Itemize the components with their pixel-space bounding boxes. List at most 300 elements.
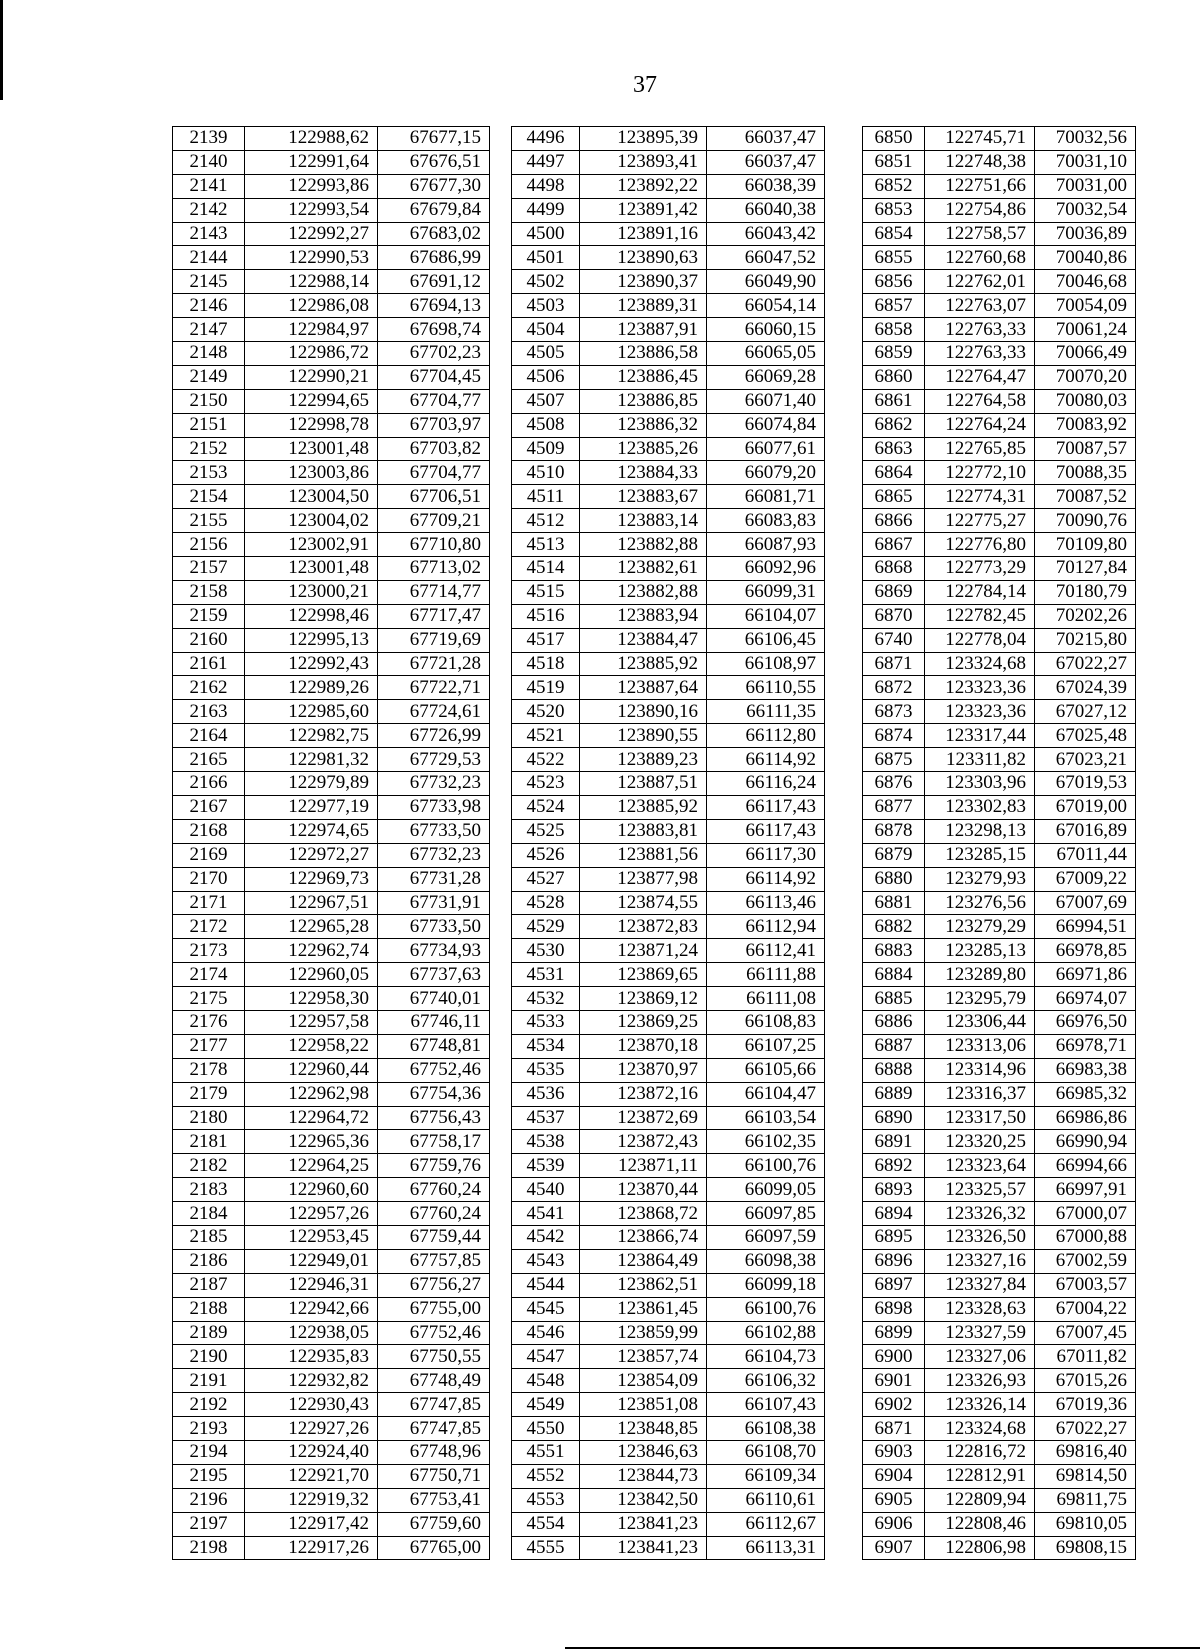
coordinate-cell: 67694,13 xyxy=(378,294,490,318)
table-row xyxy=(173,318,1136,342)
column-gap xyxy=(490,939,512,963)
coordinate-cell: 67732,23 xyxy=(378,843,490,867)
column-gap xyxy=(490,1512,512,1536)
coordinate-cell: 122974,65 xyxy=(245,819,378,843)
point-number-cell: 6852 xyxy=(863,174,925,198)
column-gap xyxy=(490,461,512,485)
point-number-cell: 6882 xyxy=(863,915,925,939)
coordinate-cell: 67011,44 xyxy=(1035,843,1136,867)
table-row xyxy=(173,1536,1136,1560)
point-number-cell: 6873 xyxy=(863,700,925,724)
point-number-cell: 2144 xyxy=(173,246,245,270)
coordinate-cell: 123323,64 xyxy=(925,1154,1035,1178)
column-gap xyxy=(825,1202,863,1226)
point-number-cell: 4526 xyxy=(512,843,580,867)
point-number-cell: 6871 xyxy=(863,1417,925,1441)
column-gap xyxy=(490,1154,512,1178)
column-gap xyxy=(490,294,512,318)
point-number-cell: 2195 xyxy=(173,1464,245,1488)
table-row xyxy=(173,1082,1136,1106)
coordinate-cell: 123324,68 xyxy=(925,1417,1035,1441)
coordinate-cell: 67676,51 xyxy=(378,150,490,174)
coordinate-cell: 66047,52 xyxy=(707,246,825,270)
point-number-cell: 2150 xyxy=(173,389,245,413)
point-number-cell: 2145 xyxy=(173,270,245,294)
coordinate-cell: 67713,02 xyxy=(378,557,490,581)
coordinate-cell: 66037,47 xyxy=(707,150,825,174)
coordinate-cell: 122992,27 xyxy=(245,222,378,246)
table-row xyxy=(173,150,1136,174)
coordinate-cell: 123841,23 xyxy=(580,1512,707,1536)
point-number-cell: 6885 xyxy=(863,987,925,1011)
table-row xyxy=(173,270,1136,294)
coordinate-cell: 123303,96 xyxy=(925,772,1035,796)
coordinate-cell: 66114,92 xyxy=(707,748,825,772)
column-gap xyxy=(490,509,512,533)
point-number-cell: 2194 xyxy=(173,1440,245,1464)
coordinate-cell: 67750,71 xyxy=(378,1464,490,1488)
column-gap xyxy=(825,1440,863,1464)
column-gap xyxy=(490,772,512,796)
coordinate-cell: 123881,56 xyxy=(580,843,707,867)
coordinate-cell: 122776,80 xyxy=(925,533,1035,557)
coordinate-cell: 67015,26 xyxy=(1035,1369,1136,1393)
coordinate-cell: 66081,71 xyxy=(707,485,825,509)
point-number-cell: 2151 xyxy=(173,413,245,437)
table-row xyxy=(173,294,1136,318)
coordinate-cell: 67733,50 xyxy=(378,819,490,843)
coordinate-cell: 123279,29 xyxy=(925,915,1035,939)
column-gap xyxy=(490,1273,512,1297)
point-number-cell: 2163 xyxy=(173,700,245,724)
column-gap xyxy=(825,174,863,198)
point-number-cell: 6857 xyxy=(863,294,925,318)
point-number-cell: 6850 xyxy=(863,127,925,151)
point-number-cell: 4514 xyxy=(512,557,580,581)
coordinate-cell: 122995,13 xyxy=(245,628,378,652)
coordinate-cell: 122778,04 xyxy=(925,628,1035,652)
point-number-cell: 4525 xyxy=(512,819,580,843)
coordinate-cell: 122806,98 xyxy=(925,1536,1035,1560)
column-gap xyxy=(490,1464,512,1488)
coordinate-cell: 123001,48 xyxy=(245,437,378,461)
coordinate-cell: 123872,16 xyxy=(580,1082,707,1106)
point-number-cell: 2185 xyxy=(173,1225,245,1249)
coordinate-cell: 123328,63 xyxy=(925,1297,1035,1321)
coordinate-cell: 67731,91 xyxy=(378,891,490,915)
column-gap xyxy=(490,342,512,366)
coordinate-cell: 67000,07 xyxy=(1035,1202,1136,1226)
point-number-cell: 2154 xyxy=(173,485,245,509)
table-row xyxy=(173,1369,1136,1393)
point-number-cell: 2169 xyxy=(173,843,245,867)
coordinate-cell: 66111,35 xyxy=(707,700,825,724)
coordinate-cell: 67759,76 xyxy=(378,1154,490,1178)
table-row xyxy=(173,1178,1136,1202)
coordinate-cell: 123886,58 xyxy=(580,342,707,366)
point-number-cell: 2189 xyxy=(173,1321,245,1345)
point-number-cell: 2174 xyxy=(173,963,245,987)
point-number-cell: 6875 xyxy=(863,748,925,772)
table-row xyxy=(173,795,1136,819)
coordinate-cell: 123874,55 xyxy=(580,891,707,915)
coordinate-cell: 66108,97 xyxy=(707,652,825,676)
coordinate-cell: 66102,35 xyxy=(707,1130,825,1154)
coordinate-cell: 69811,75 xyxy=(1035,1488,1136,1512)
coordinate-cell: 123885,92 xyxy=(580,652,707,676)
point-number-cell: 6891 xyxy=(863,1130,925,1154)
point-number-cell: 4510 xyxy=(512,461,580,485)
coordinate-cell: 67007,69 xyxy=(1035,891,1136,915)
coordinate-cell: 122774,31 xyxy=(925,485,1035,509)
coordinate-cell: 67679,84 xyxy=(378,198,490,222)
point-number-cell: 4539 xyxy=(512,1154,580,1178)
table-row xyxy=(173,198,1136,222)
point-number-cell: 4550 xyxy=(512,1417,580,1441)
coordinate-cell: 122935,83 xyxy=(245,1345,378,1369)
column-gap xyxy=(490,915,512,939)
column-gap xyxy=(825,1512,863,1536)
coordinate-cell: 123002,91 xyxy=(245,533,378,557)
coordinate-cell: 66109,34 xyxy=(707,1464,825,1488)
coordinate-cell: 123893,41 xyxy=(580,150,707,174)
point-number-cell: 2160 xyxy=(173,628,245,652)
column-gap xyxy=(490,1488,512,1512)
column-gap xyxy=(490,843,512,867)
point-number-cell: 6874 xyxy=(863,724,925,748)
point-number-cell: 6893 xyxy=(863,1178,925,1202)
coordinate-cell: 122993,86 xyxy=(245,174,378,198)
table-row xyxy=(173,413,1136,437)
coordinate-cell: 66983,38 xyxy=(1035,1058,1136,1082)
coordinate-cell: 122917,26 xyxy=(245,1536,378,1560)
coordinate-cell: 122993,54 xyxy=(245,198,378,222)
coordinate-cell: 67746,11 xyxy=(378,1010,490,1034)
table-row xyxy=(173,819,1136,843)
coordinate-cell: 67726,99 xyxy=(378,724,490,748)
column-gap xyxy=(825,509,863,533)
point-number-cell: 2168 xyxy=(173,819,245,843)
coordinate-cell: 66107,43 xyxy=(707,1393,825,1417)
point-number-cell: 4535 xyxy=(512,1058,580,1082)
table-row xyxy=(173,1106,1136,1130)
column-gap xyxy=(825,748,863,772)
point-number-cell: 2170 xyxy=(173,867,245,891)
coordinate-cell: 122773,29 xyxy=(925,557,1035,581)
column-gap xyxy=(490,819,512,843)
coordinate-cell: 67019,00 xyxy=(1035,795,1136,819)
point-number-cell: 2175 xyxy=(173,987,245,1011)
column-gap xyxy=(490,150,512,174)
column-gap xyxy=(490,198,512,222)
coordinate-cell: 66105,66 xyxy=(707,1058,825,1082)
coordinate-cell: 123279,93 xyxy=(925,867,1035,891)
table-row xyxy=(173,1297,1136,1321)
coordinate-cell: 123889,23 xyxy=(580,748,707,772)
point-number-cell: 4509 xyxy=(512,437,580,461)
column-gap xyxy=(825,1130,863,1154)
column-gap xyxy=(825,1417,863,1441)
column-gap xyxy=(825,700,863,724)
column-gap xyxy=(490,1130,512,1154)
column-gap xyxy=(490,652,512,676)
column-gap xyxy=(825,915,863,939)
point-number-cell: 6881 xyxy=(863,891,925,915)
coordinate-cell: 123890,37 xyxy=(580,270,707,294)
column-gap xyxy=(825,318,863,342)
column-gap xyxy=(825,557,863,581)
point-number-cell: 2182 xyxy=(173,1154,245,1178)
column-gap xyxy=(490,987,512,1011)
coordinate-cell: 70215,80 xyxy=(1035,628,1136,652)
coordinate-cell: 122982,75 xyxy=(245,724,378,748)
point-number-cell: 4512 xyxy=(512,509,580,533)
coordinate-cell: 123326,93 xyxy=(925,1369,1035,1393)
coordinate-cell: 123306,44 xyxy=(925,1010,1035,1034)
point-number-cell: 2187 xyxy=(173,1273,245,1297)
column-gap xyxy=(825,150,863,174)
coordinate-cell: 66110,55 xyxy=(707,676,825,700)
column-gap xyxy=(825,198,863,222)
point-number-cell: 6900 xyxy=(863,1345,925,1369)
point-number-cell: 4502 xyxy=(512,270,580,294)
point-number-cell: 4527 xyxy=(512,867,580,891)
coordinate-cell: 66106,45 xyxy=(707,628,825,652)
coordinate-cell: 122994,65 xyxy=(245,389,378,413)
table-row xyxy=(173,557,1136,581)
table-row xyxy=(173,1202,1136,1226)
coordinate-cell: 123846,63 xyxy=(580,1440,707,1464)
coordinate-cell: 122977,19 xyxy=(245,795,378,819)
coordinate-cell: 122930,43 xyxy=(245,1393,378,1417)
table-row xyxy=(173,963,1136,987)
column-gap xyxy=(490,1345,512,1369)
coordinate-cell: 67024,39 xyxy=(1035,676,1136,700)
coordinate-cell: 122988,14 xyxy=(245,270,378,294)
coordinate-cell: 67760,24 xyxy=(378,1202,490,1226)
coordinate-cell: 123316,37 xyxy=(925,1082,1035,1106)
coordinate-cell: 66104,07 xyxy=(707,604,825,628)
point-number-cell: 6894 xyxy=(863,1202,925,1226)
point-number-cell: 6861 xyxy=(863,389,925,413)
coordinate-cell: 67706,51 xyxy=(378,485,490,509)
bottom-rule xyxy=(565,1647,1200,1649)
column-gap xyxy=(490,1393,512,1417)
coordinate-cell: 66092,96 xyxy=(707,557,825,581)
point-number-cell: 4532 xyxy=(512,987,580,1011)
point-number-cell: 4499 xyxy=(512,198,580,222)
point-number-cell: 4517 xyxy=(512,628,580,652)
coordinate-cell: 66108,38 xyxy=(707,1417,825,1441)
coordinate-cell: 123000,21 xyxy=(245,580,378,604)
table-row xyxy=(173,724,1136,748)
point-number-cell: 6862 xyxy=(863,413,925,437)
coordinate-cell: 122917,42 xyxy=(245,1512,378,1536)
column-gap xyxy=(825,1010,863,1034)
coordinate-cell: 70202,26 xyxy=(1035,604,1136,628)
table-row xyxy=(173,437,1136,461)
point-number-cell: 6897 xyxy=(863,1273,925,1297)
point-number-cell: 2158 xyxy=(173,580,245,604)
column-gap xyxy=(825,1464,863,1488)
coordinate-cell: 123869,65 xyxy=(580,963,707,987)
coordinate-cell: 70031,10 xyxy=(1035,150,1136,174)
column-gap xyxy=(825,365,863,389)
point-number-cell: 2173 xyxy=(173,939,245,963)
point-number-cell: 4543 xyxy=(512,1249,580,1273)
coordinate-cell: 69808,15 xyxy=(1035,1536,1136,1560)
column-gap xyxy=(490,795,512,819)
column-gap xyxy=(825,1249,863,1273)
point-number-cell: 4496 xyxy=(512,127,580,151)
coordinate-cell: 67704,77 xyxy=(378,461,490,485)
column-gap xyxy=(825,1393,863,1417)
coordinate-cell: 122751,66 xyxy=(925,174,1035,198)
coordinate-cell: 123327,16 xyxy=(925,1249,1035,1273)
point-number-cell: 4521 xyxy=(512,724,580,748)
point-number-cell: 6887 xyxy=(863,1034,925,1058)
coordinate-cell: 123848,85 xyxy=(580,1417,707,1441)
table-row xyxy=(173,485,1136,509)
column-gap xyxy=(825,1273,863,1297)
point-number-cell: 2165 xyxy=(173,748,245,772)
coordinate-cell: 122953,45 xyxy=(245,1225,378,1249)
column-gap xyxy=(825,867,863,891)
coordinate-cell: 67714,77 xyxy=(378,580,490,604)
point-number-cell: 2197 xyxy=(173,1512,245,1536)
point-number-cell: 2188 xyxy=(173,1297,245,1321)
coordinate-cell: 67724,61 xyxy=(378,700,490,724)
point-number-cell: 6863 xyxy=(863,437,925,461)
coordinate-cell: 123295,79 xyxy=(925,987,1035,1011)
column-gap xyxy=(490,270,512,294)
point-number-cell: 6860 xyxy=(863,365,925,389)
coordinate-cell: 123891,16 xyxy=(580,222,707,246)
point-number-cell: 4522 xyxy=(512,748,580,772)
table-row xyxy=(173,1130,1136,1154)
coordinate-cell: 122972,27 xyxy=(245,843,378,867)
coordinate-cell: 122998,46 xyxy=(245,604,378,628)
coordinate-cell: 67721,28 xyxy=(378,652,490,676)
point-number-cell: 6895 xyxy=(863,1225,925,1249)
coordinate-cell: 122985,60 xyxy=(245,700,378,724)
coordinate-cell: 122957,58 xyxy=(245,1010,378,1034)
point-number-cell: 2147 xyxy=(173,318,245,342)
coordinate-cell: 67703,82 xyxy=(378,437,490,461)
column-gap xyxy=(825,413,863,437)
coordinate-cell: 122960,60 xyxy=(245,1178,378,1202)
coordinate-cell: 123859,99 xyxy=(580,1321,707,1345)
point-number-cell: 6901 xyxy=(863,1369,925,1393)
coordinate-cell: 67016,89 xyxy=(1035,819,1136,843)
point-number-cell: 4536 xyxy=(512,1082,580,1106)
column-gap xyxy=(825,342,863,366)
table-row xyxy=(173,604,1136,628)
column-gap xyxy=(825,461,863,485)
coordinate-cell: 67683,02 xyxy=(378,222,490,246)
point-number-cell: 2164 xyxy=(173,724,245,748)
coordinate-cell: 123870,44 xyxy=(580,1178,707,1202)
column-gap xyxy=(490,318,512,342)
table-row xyxy=(173,1034,1136,1058)
coordinate-cell: 67019,36 xyxy=(1035,1393,1136,1417)
coordinate-cell: 123862,51 xyxy=(580,1273,707,1297)
coordinate-cell: 67750,55 xyxy=(378,1345,490,1369)
coordinate-cell: 67022,27 xyxy=(1035,652,1136,676)
coordinate-cell: 123868,72 xyxy=(580,1202,707,1226)
point-number-cell: 6867 xyxy=(863,533,925,557)
column-gap xyxy=(490,485,512,509)
point-number-cell: 2191 xyxy=(173,1369,245,1393)
coordinate-cell: 67747,85 xyxy=(378,1417,490,1441)
column-gap xyxy=(490,1536,512,1560)
point-number-cell: 2140 xyxy=(173,150,245,174)
column-gap xyxy=(825,1154,863,1178)
coordinate-cell: 122998,78 xyxy=(245,413,378,437)
coordinate-cell: 67677,15 xyxy=(378,127,490,151)
point-number-cell: 4551 xyxy=(512,1440,580,1464)
point-number-cell: 6906 xyxy=(863,1512,925,1536)
column-gap xyxy=(825,246,863,270)
column-gap xyxy=(825,843,863,867)
point-number-cell: 2146 xyxy=(173,294,245,318)
point-number-cell: 4507 xyxy=(512,389,580,413)
point-number-cell: 4524 xyxy=(512,795,580,819)
coordinate-cell: 66054,14 xyxy=(707,294,825,318)
point-number-cell: 4528 xyxy=(512,891,580,915)
coordinate-cell: 70090,76 xyxy=(1035,509,1136,533)
coordinate-cell: 66065,05 xyxy=(707,342,825,366)
column-gap xyxy=(825,127,863,151)
coordinate-cell: 66112,80 xyxy=(707,724,825,748)
column-gap xyxy=(825,1321,863,1345)
coordinate-cell: 67002,59 xyxy=(1035,1249,1136,1273)
column-gap xyxy=(825,1178,863,1202)
coordinate-cell: 123325,57 xyxy=(925,1178,1035,1202)
coordinate-cell: 122964,25 xyxy=(245,1154,378,1178)
point-number-cell: 2184 xyxy=(173,1202,245,1226)
point-number-cell: 6870 xyxy=(863,604,925,628)
coordinate-cell: 67752,46 xyxy=(378,1321,490,1345)
coordinate-cell: 123326,50 xyxy=(925,1225,1035,1249)
coordinate-cell: 67748,96 xyxy=(378,1440,490,1464)
point-number-cell: 2178 xyxy=(173,1058,245,1082)
coordinate-cell: 123324,68 xyxy=(925,652,1035,676)
coordinate-cell: 67709,21 xyxy=(378,509,490,533)
point-number-cell: 4505 xyxy=(512,342,580,366)
column-gap xyxy=(490,1058,512,1082)
table-row xyxy=(173,772,1136,796)
coordinate-cell: 123872,83 xyxy=(580,915,707,939)
coordinate-cell: 66079,20 xyxy=(707,461,825,485)
point-number-cell: 4548 xyxy=(512,1369,580,1393)
coordinate-cell: 122758,57 xyxy=(925,222,1035,246)
coordinate-cell: 123895,39 xyxy=(580,127,707,151)
column-gap xyxy=(825,1369,863,1393)
coordinate-cell: 122775,27 xyxy=(925,509,1035,533)
column-gap xyxy=(825,294,863,318)
coordinate-cell: 122764,58 xyxy=(925,389,1035,413)
table-body xyxy=(173,127,1136,1560)
coordinate-cell: 122812,91 xyxy=(925,1464,1035,1488)
coordinate-cell: 122924,40 xyxy=(245,1440,378,1464)
coordinate-cell: 70087,57 xyxy=(1035,437,1136,461)
coordinate-cell: 122942,66 xyxy=(245,1297,378,1321)
table-row xyxy=(173,1393,1136,1417)
column-gap xyxy=(825,1345,863,1369)
point-number-cell: 6877 xyxy=(863,795,925,819)
coordinate-cell: 123317,44 xyxy=(925,724,1035,748)
